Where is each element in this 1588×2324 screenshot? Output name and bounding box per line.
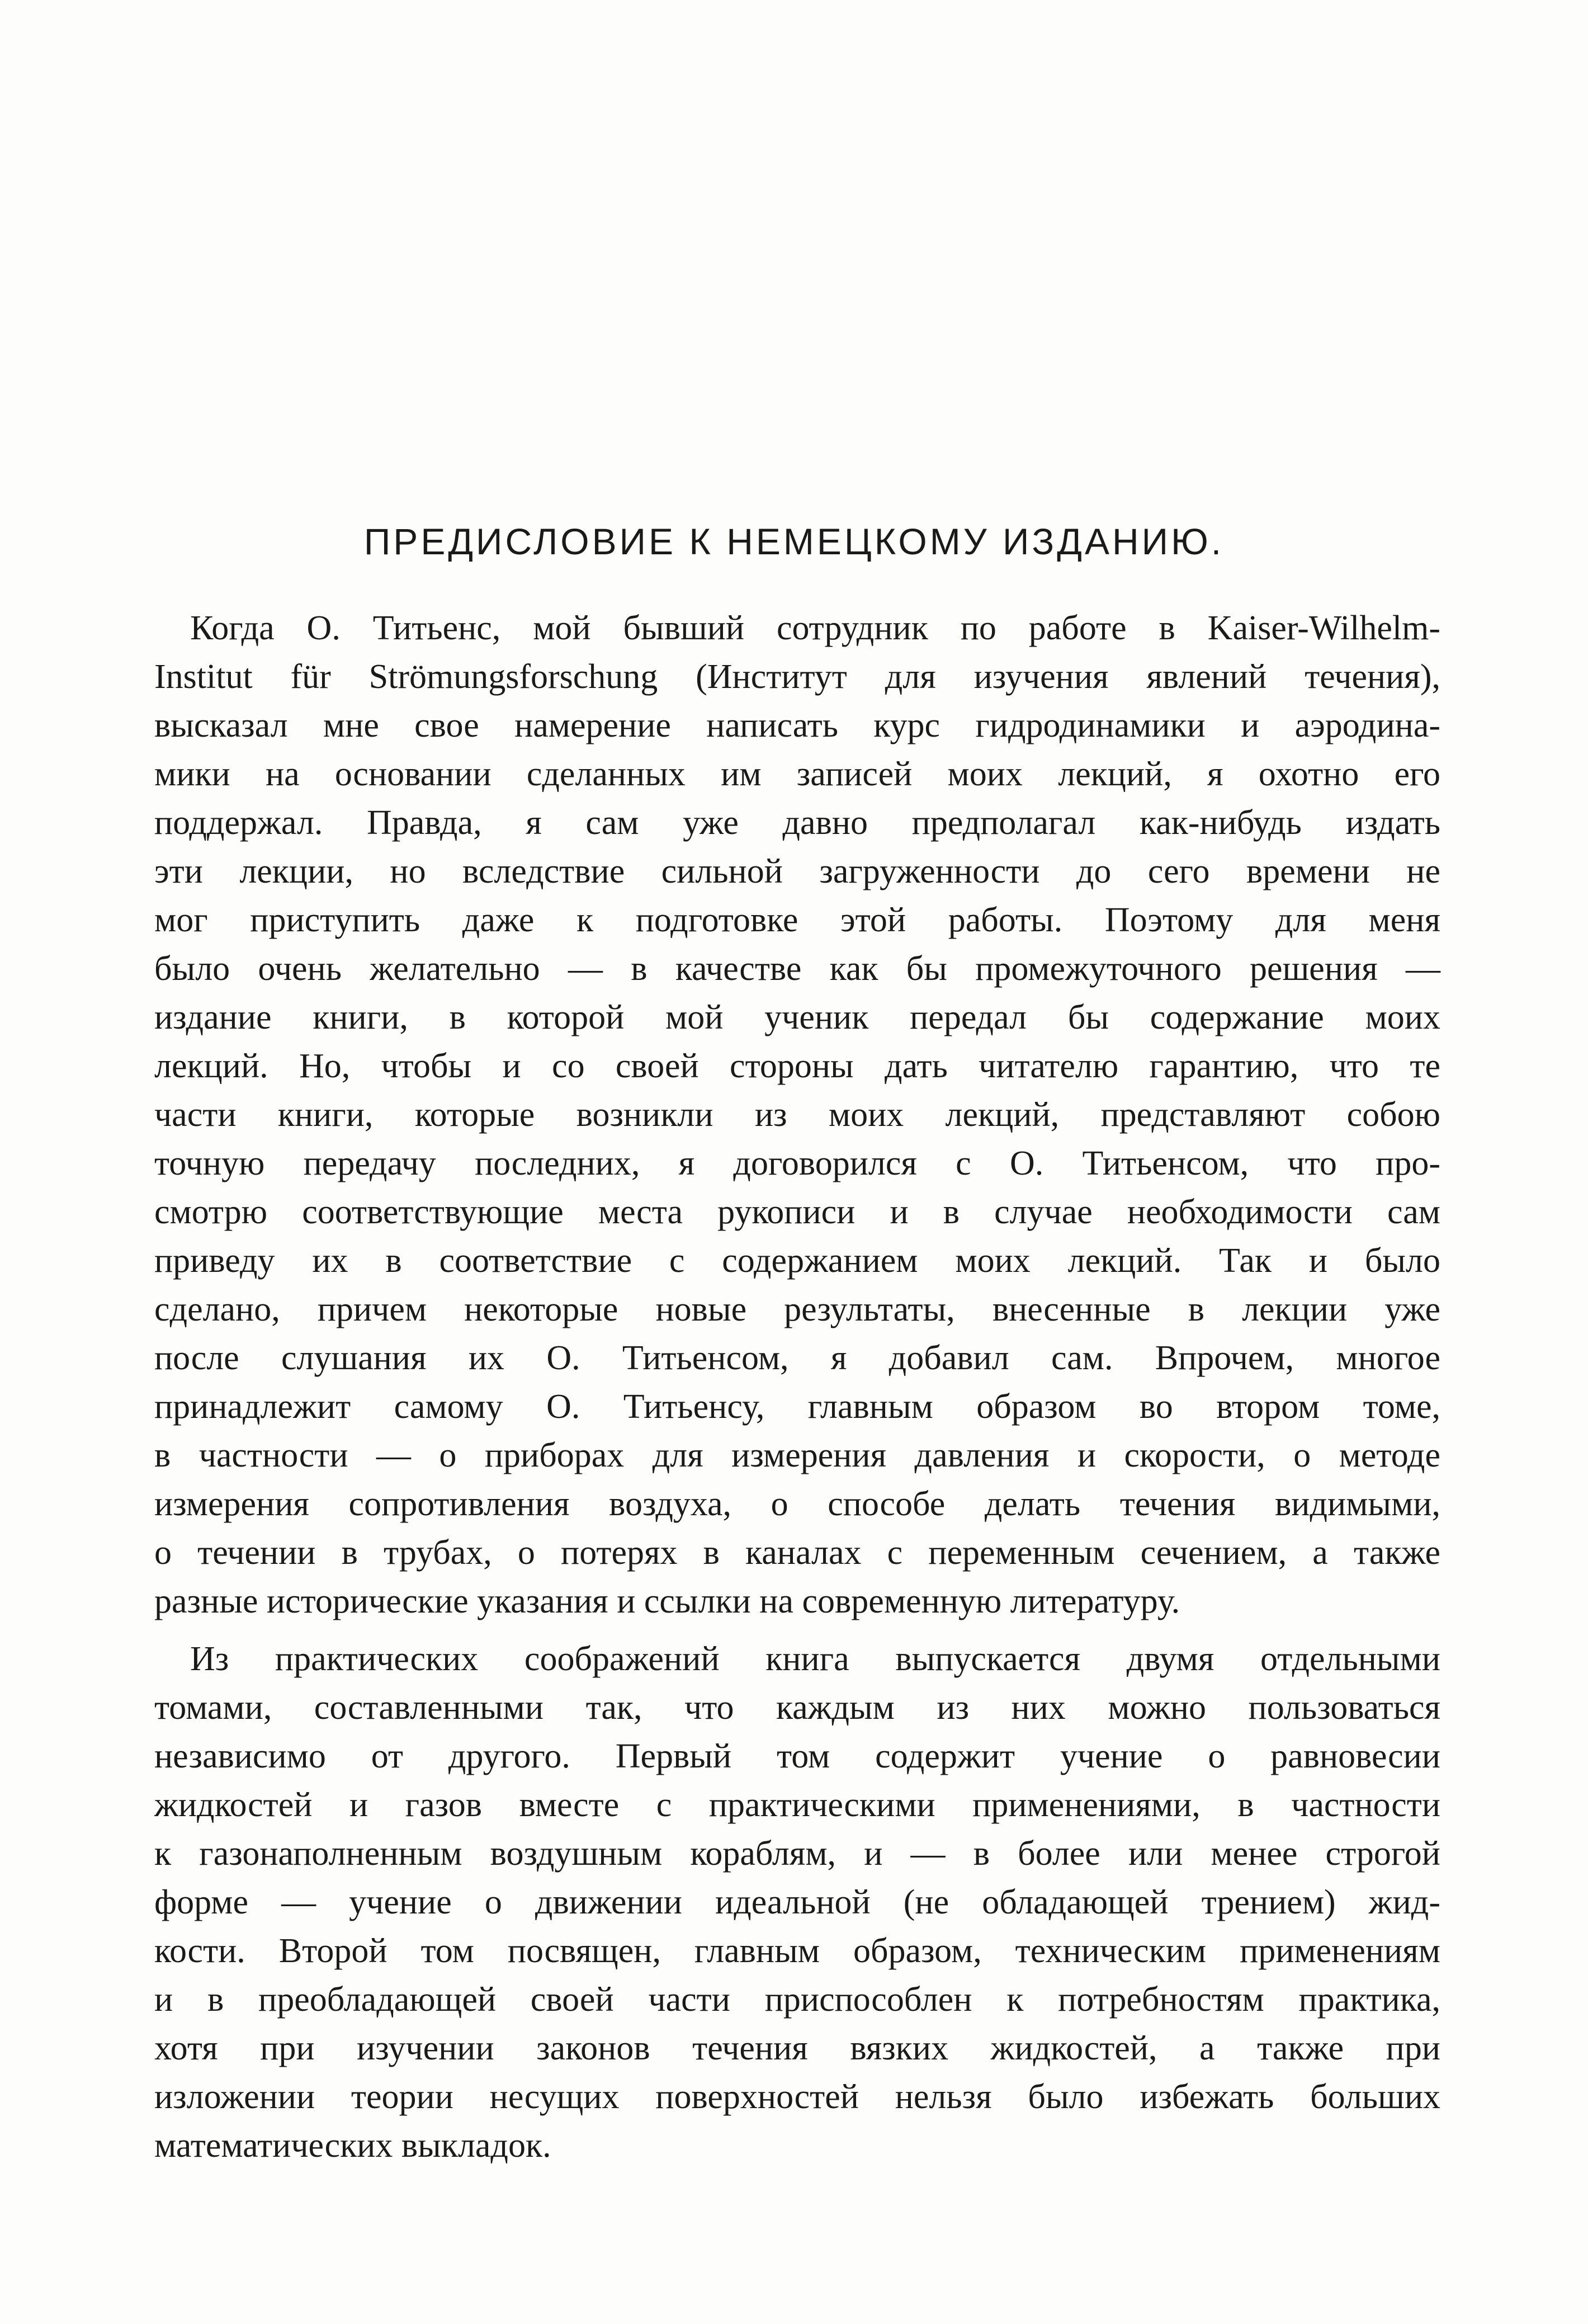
page-title: ПРЕДИСЛОВИЕ К НЕМЕЦКОМУ ИЗДАНИЮ.: [363, 521, 1225, 562]
text-line: смотрю соответствующие места рукописи и в случае необходимости сам: [154, 1193, 1440, 1231]
text-line: сделано, причем некоторые новые результаты, внесенные в лекции уже: [154, 1290, 1440, 1328]
text-line: форме — учение о движении идеальной (не обладающей трением) жид-: [154, 1883, 1440, 1921]
text-line: высказал мне свое намерение написать курс гидродинамики и аэродина-: [154, 706, 1440, 744]
text-line: приведу их в соответствие с содержанием моих лекций. Так и было: [154, 1242, 1440, 1280]
text-line: после слушания их О. Титьенсом, я добавил сам. Впрочем, многое: [154, 1339, 1440, 1377]
text-line: было очень желательно — в качестве как бы промежуточного решения —: [154, 950, 1440, 988]
text-line: независимо от другого. Первый том содержит учение о равновесии: [154, 1737, 1440, 1775]
text-line: принадлежит самому О. Титьенсу, главным образом во втором томе,: [154, 1388, 1440, 1426]
text-line: эти лекции, но вследствие сильной загруженности до сего времени не: [154, 852, 1440, 890]
text-line: жидкостей и газов вместе с практическими применениями, в частности: [154, 1786, 1440, 1824]
text-line: в частности — о приборах для измерения давления и скорости, о методе: [154, 1436, 1440, 1474]
paragraph-1: [154, 604, 1440, 1626]
text-line: издание книги, в которой мой ученик передал бы содержание моих: [154, 998, 1440, 1036]
text-line: мог приступить даже к подготовке этой работы. Поэтому для меня: [154, 901, 1440, 939]
text-line: мики на основании сделанных им записей моих лекций, я охотно его: [154, 755, 1440, 793]
text-line: томами, составленными так, что каждым из них можно пользоваться: [154, 1689, 1440, 1727]
text-line: точную передачу последних, я договорился с О. Титьенсом, что про-: [154, 1144, 1440, 1182]
text-line: части книги, которые возникли из моих лекций, представляют собою: [154, 1096, 1440, 1134]
text-line: о течении в трубах, о потерях в каналах с переменным сечением, а также: [154, 1534, 1440, 1572]
text-line: Когда О. Титьенс, мой бывший сотрудник по работе в Kaiser-Wilhelm-: [190, 609, 1440, 647]
paragraph-2: [154, 1635, 1440, 2170]
text-line: к газонаполненным воздушным кораблям, и — в более или менее строгой: [154, 1835, 1440, 1873]
text-line: изложении теории несущих поверхностей нельзя было избежать больших: [154, 2078, 1440, 2116]
text-line: Из практических соображений книга выпускается двумя отдельными: [190, 1640, 1440, 1678]
text-line: разные исторические указания и ссылки на современную литературу.: [154, 1582, 1180, 1620]
text-line: хотя при изучении законов течения вязких жидкостей, а также при: [154, 2029, 1440, 2067]
text-line: лекций. Но, чтобы и со своей стороны дать читателю гарантию, что те: [154, 1047, 1440, 1085]
text-line: и в преобладающей своей части приспособлен к потребностям практика,: [154, 1981, 1440, 2019]
text-line: поддержал. Правда, я сам уже давно предполагал как-нибудь издать: [154, 804, 1440, 842]
text-line: кости. Второй том посвящен, главным образом, техническим применениям: [154, 1932, 1440, 1970]
body-text: [154, 604, 1440, 2170]
text-line: Institut für Strömungsforschung (Институт для изучения явлений течения),: [154, 658, 1440, 696]
text-line: математических выкладок.: [154, 2127, 551, 2165]
text-line: измерения сопротивления воздуха, о способе делать течения видимыми,: [154, 1485, 1440, 1523]
